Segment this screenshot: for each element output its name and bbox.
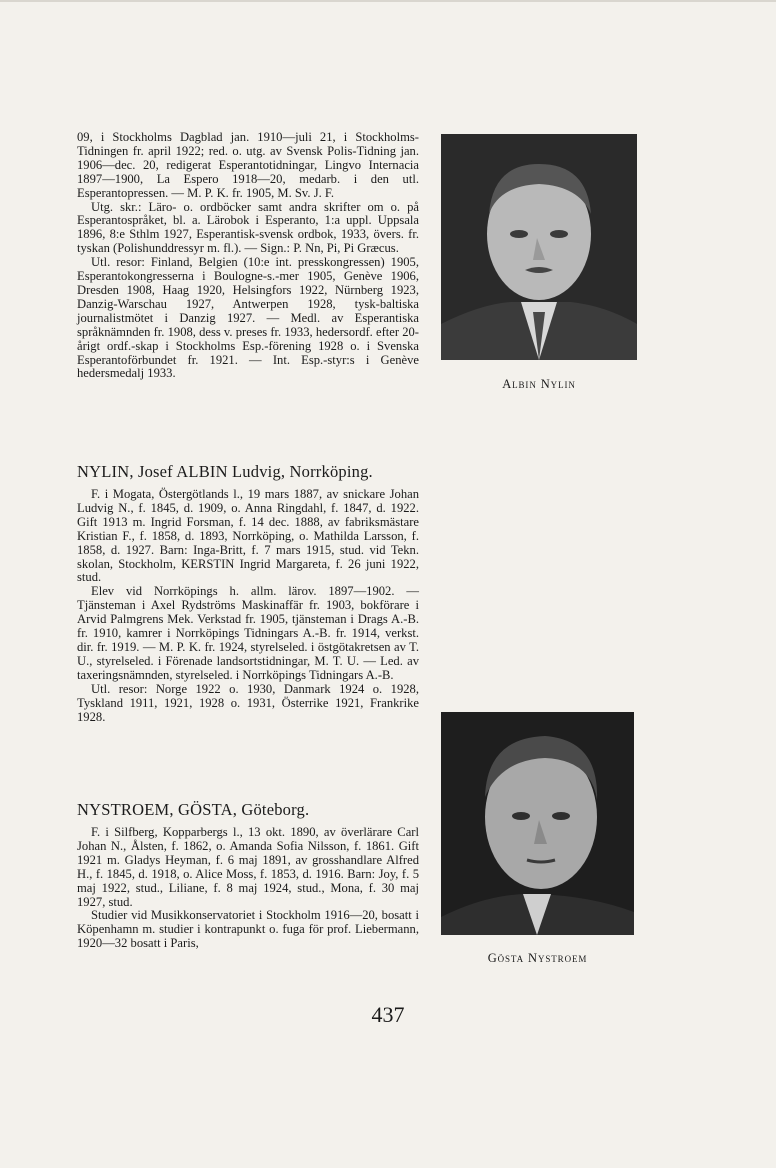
page-top-edge [0, 0, 776, 2]
continued-paragraph-2: Utg. skr.: Läro- o. ordböcker samt andra skrifter om o. på Esperantospråket, bl. a. Lärobok i Esperanto, 1:a uppl. Uppsala 1896, 8:e Sthlm 1927, Esperantisk-svensk ordbok, 1933, övers. fr. tyskan (Polishunddressyr m. fl.). — Sign.: P. Nn, Pi, Pi Græcus. [77, 199, 419, 256]
heading-nystroem: NYSTROEM, GÖSTA, Göteborg. [77, 800, 310, 819]
nylin-paragraph-3: Utl. resor: Norge 1922 o. 1930, Danmark 1924 o. 1928, Tyskland 1911, 1921, 1928 o. 1931, Österrike 1921, Frankrike 1928. [77, 681, 419, 724]
portrait-albin-nylin-image [441, 134, 637, 360]
page-number: 437 [371, 1002, 405, 1027]
caption-albin-nylin: Albin Nylin [502, 377, 576, 391]
heading-nylin: NYLIN, Josef ALBIN Ludvig, Norrköping. [77, 462, 373, 481]
portrait-albin-nylin [441, 134, 637, 360]
portrait-gosta-nystroem [441, 712, 634, 935]
portrait-gosta-nystroem-image [441, 712, 634, 935]
entry-nylin-text [77, 488, 419, 724]
entry-continued-text [77, 131, 419, 381]
nylin-paragraph-2: Elev vid Norrköpings h. allm. lärov. 1897—1902. — Tjänsteman i Axel Rydströms Maskinaffär fr. 1903, bokförare i Arvid Palmgrens Mek. Verkstad fr. 1905, tjänsteman i Drags A.-B. fr. 1910, kamrer i Norrköpings Tidningars A.-B. fr. 1914, verkst. dir. fr. 1919. — M. P. K. fr. 1924, styrelseled. i östgötakretsen av T. U., styrelseled. i Förenade landsortstidningar, M. T. U. — Led. av taxeringsnämnden, styrelseled. i Norrköpings Tidningars A.-B. [77, 584, 419, 682]
nystroem-paragraph-2: Studier vid Musikkonservatoriet i Stockholm 1916—20, bosatt i Köpenhamn m. studier i kontrapunkt o. fuga för prof. Liebermann, 1920—32 bosatt i Paris, [77, 908, 419, 951]
caption-gosta-nystroem: Gösta Nystroem [487, 951, 588, 965]
continued-paragraph-3: Utl. resor: Finland, Belgien (10:e int. presskongressen) 1905, Esperantokongresserna i Boulogne-s.-mer 1905, Genève 1906, Dresden 1908, Haag 1920, Helsingfors 1922, Nürnberg 1923, Danzig-Warschau 1927, Antwerpen 1928, tysk-baltiska journalistmötet i Danzig 1927. — Medl. av Esperantiska språknämnden fr. 1908, dess v. preses fr. 1933, hedersordf. efter 20-årigt ordf.-skap i Stockholms Esp.-förening 1928 o. i Svenska Esperantoförbundet fr. 1921. — Int. Esp.-styr:s i Genève hedersmedalj 1933. [77, 255, 419, 381]
entry-nystroem-text [77, 826, 419, 951]
continued-paragraph-1: 09, i Stockholms Dagblad jan. 1910—juli 21, i Stockholms-Tidningen fr. april 1922; red. o. utg. av Svensk Polis-Tidning jan. 1906—dec. 20, redigerat Esperantotidningar, Lingvo Internacia 1897—1900, La Espero 1918—20, medarb. i den utl. Esperantopressen. — M. P. K. fr. 1905, M. Sv. J. F. [77, 130, 419, 200]
nylin-paragraph-1: F. i Mogata, Östergötlands l., 19 mars 1887, av snickare Johan Ludvig N., f. 1845, d. 1909, o. Anna Ringdahl, f. 1847, d. 1922. Gift 1913 m. Ingrid Forsman, f. 14 dec. 1888, av fabriksmästare Kristian F., f. 1858, d. 1893, Norrköping, o. Mathilda Larsson, f. 1858, d. 1927. Barn: Inga-Britt, f. 7 mars 1915, stud. vid Tekn. skolan, Stockholm, KERSTIN Ingrid Margareta, f. 26 juni 1922, stud. [77, 487, 419, 585]
nystroem-paragraph-1: F. i Silfberg, Kopparbergs l., 13 okt. 1890, av överlärare Carl Johan N., Ålsten, f. 1862, o. Amanda Sofia Nilsson, f. 1861. Gift 1921 m. Gladys Heyman, f. 6 maj 1891, av grosshandlare Alfred H., f. 1845, d. 1918, o. Alice Moss, f. 1853, d. 1916. Barn: Joy, f. 5 maj 1922, stud., Liliane, f. 8 maj 1924, stud., Mona, f. 30 maj 1927, stud. [77, 825, 419, 909]
